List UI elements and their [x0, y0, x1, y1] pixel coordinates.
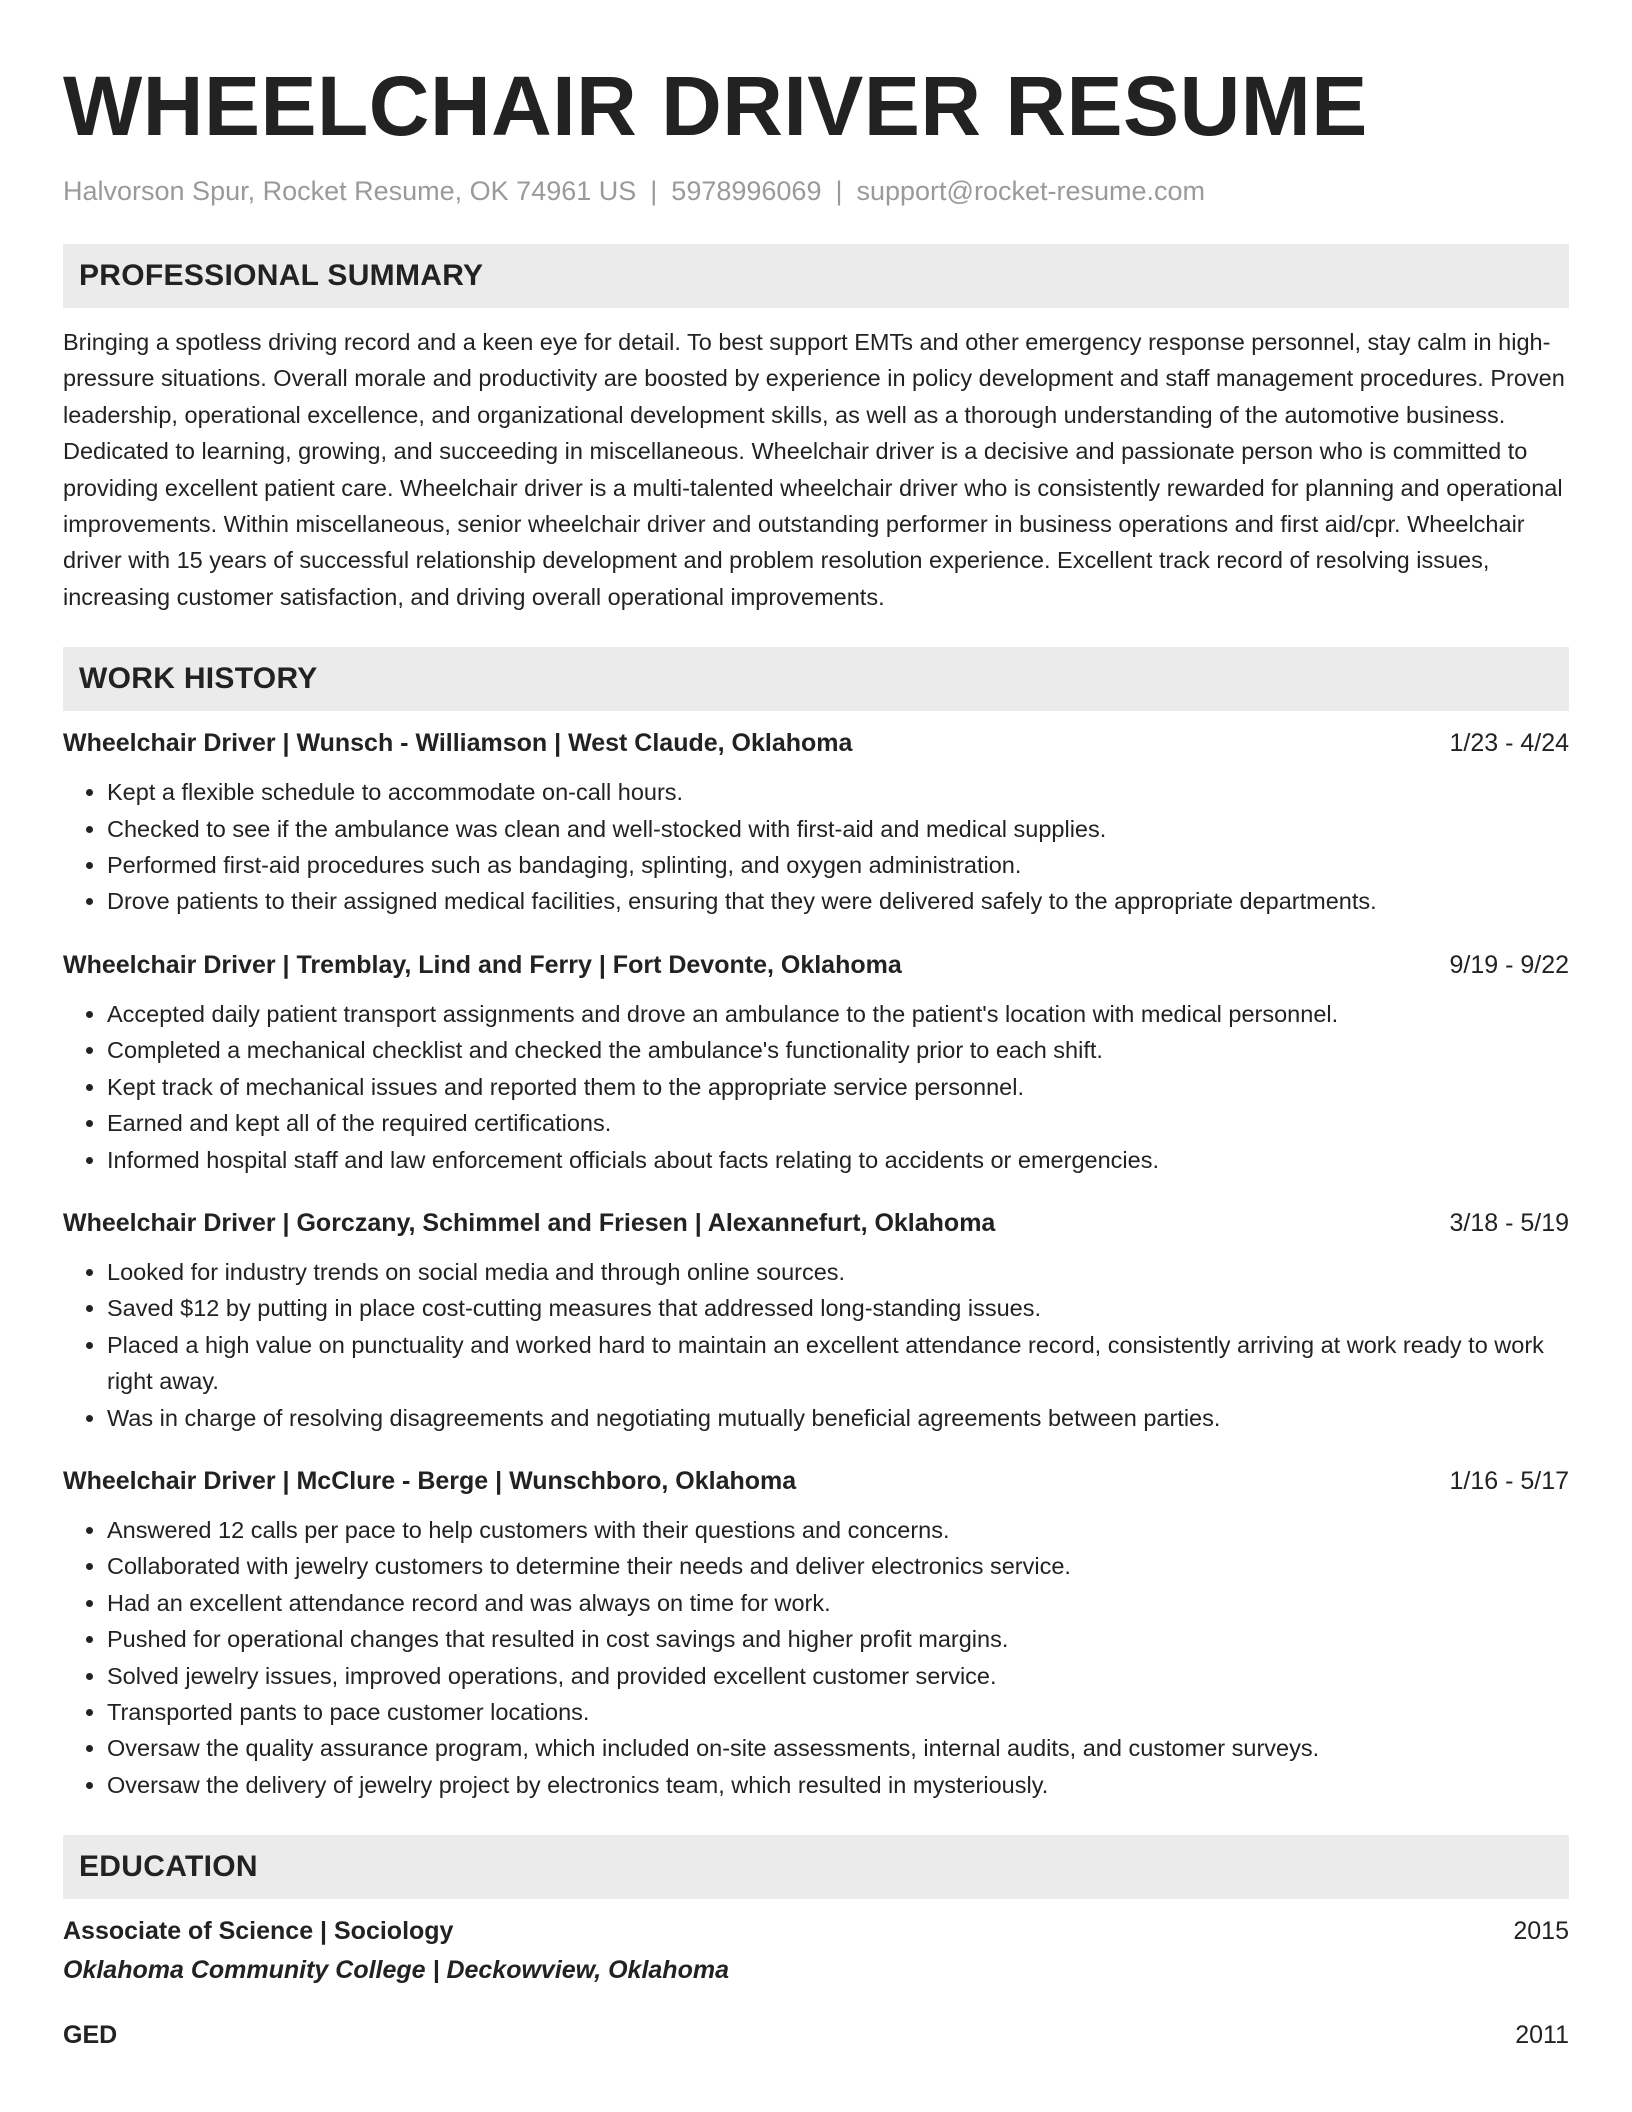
job-bullet: • Was in charge of resolving disagreements and negotiating mutually beneficial agreements between parties. [107, 1400, 1569, 1436]
job-title: Wheelchair Driver | Tremblay, Lind and Ferry | Fort Devonte, Oklahoma [63, 950, 902, 979]
job-bullet: • Transported pants to pace customer locations. [107, 1694, 1569, 1730]
education-degree: Associate of Science | Sociology [63, 1917, 454, 1946]
job-title: Wheelchair Driver | Gorczany, Schimmel and Friesen | Alexannefurt, Oklahoma [63, 1208, 996, 1237]
job-bullet: • Had an excellent attendance record and was always on time for work. [107, 1585, 1569, 1621]
job-bullet: • Oversaw the quality assurance program, which included on-site assessments, internal audits, and customer surveys. [107, 1730, 1569, 1766]
education-degree: GED [63, 2021, 118, 2050]
job-header [63, 726, 1569, 760]
education-header [63, 2018, 1569, 2052]
resume-title: WHEELCHAIR DRIVER RESUME [63, 59, 1368, 153]
job-bullet: • Kept a flexible schedule to accommodate on-call hours. [107, 774, 1569, 810]
job-bullet: • Answered 12 calls per pace to help customers with their questions and concerns. [107, 1512, 1569, 1548]
summary-heading: PROFESSIONAL SUMMARY [63, 244, 1569, 308]
education-year: 2011 [1515, 2021, 1569, 2050]
education-heading: EDUCATION [63, 1835, 1569, 1899]
education-year: 2015 [1513, 1917, 1569, 1946]
job-bullet: • Earned and kept all of the required certifications. [107, 1105, 1569, 1141]
job-bullet: • Placed a high value on punctuality and worked hard to maintain an excellent attendance record, consistently arriving at work ready to work right away. [107, 1327, 1569, 1400]
contact-line [63, 174, 1569, 208]
job-title: Wheelchair Driver | Wunsch - Williamson | West Claude, Oklahoma [63, 729, 853, 758]
job-bullets [63, 1254, 1569, 1436]
job-bullet: • Collaborated with jewelry customers to determine their needs and deliver electronics service. [107, 1548, 1569, 1584]
job-dates: 1/23 - 4/24 [1449, 729, 1569, 758]
education-school: Oklahoma Community College | Deckowview, Oklahoma [63, 1956, 729, 1985]
job-bullet: • Kept track of mechanical issues and reported them to the appropriate service personnel. [107, 1069, 1569, 1105]
job-entry [63, 1464, 1569, 1803]
contact-address: Halvorson Spur, Rocket Resume, OK 74961 US [63, 176, 637, 206]
job-bullets [63, 996, 1569, 1178]
job-bullet: • Solved jewelry issues, improved operations, and provided excellent customer service. [107, 1658, 1569, 1694]
job-bullet: • Accepted daily patient transport assignments and drove an ambulance to the patient's location with medical personnel. [107, 996, 1569, 1032]
job-bullets [63, 774, 1569, 920]
job-entry [63, 1206, 1569, 1436]
job-bullet: • Completed a mechanical checklist and checked the ambulance's functionality prior to each shift. [107, 1032, 1569, 1068]
job-dates: 3/18 - 5/19 [1449, 1208, 1569, 1237]
job-title: Wheelchair Driver | McClure - Berge | Wunschboro, Oklahoma [63, 1466, 797, 1495]
contact-separator: | [650, 176, 658, 206]
job-bullet: • Drove patients to their assigned medical facilities, ensuring that they were delivered safely to the appropriate departments. [107, 883, 1569, 919]
job-bullet: • Saved $12 by putting in place cost-cutting measures that addressed long-standing issues. [107, 1290, 1569, 1326]
job-bullet: • Performed first-aid procedures such as bandaging, splinting, and oxygen administration. [107, 847, 1569, 883]
job-bullet: • Checked to see if the ambulance was clean and well-stocked with first-aid and medical supplies. [107, 811, 1569, 847]
education-entry [63, 2018, 1569, 2052]
job-header [63, 948, 1569, 982]
job-entry [63, 948, 1569, 1178]
job-entry [63, 726, 1569, 920]
job-bullets [63, 1512, 1569, 1803]
work-history-heading: WORK HISTORY [63, 647, 1569, 711]
job-header [63, 1206, 1569, 1240]
contact-separator: | [835, 176, 843, 206]
job-bullet: • Informed hospital staff and law enforcement officials about facts relating to accidents or emergencies. [107, 1142, 1569, 1178]
education-header [63, 1914, 1569, 1948]
job-bullet: • Pushed for operational changes that resulted in cost savings and higher profit margins. [107, 1621, 1569, 1657]
job-dates: 9/19 - 9/22 [1449, 950, 1569, 979]
education-entry [63, 1914, 1569, 1988]
contact-phone: 5978996069 [671, 176, 822, 206]
contact-email: support@rocket-resume.com [856, 176, 1206, 206]
job-header [63, 1464, 1569, 1498]
job-dates: 1/16 - 5/17 [1449, 1466, 1569, 1495]
job-bullet: • Oversaw the delivery of jewelry project by electronics team, which resulted in mysteriously. [107, 1767, 1569, 1803]
summary-text: Bringing a spotless driving record and a keen eye for detail. To best support EMTs and other emergency response personnel, stay calm in high-pressure situations. Overall morale and productivity are boosted by experience in policy development and staff management procedures. Proven leadership, operational excellence, and organizational development skills, as well as a thorough understanding of the automotive business. Dedicated to learning, growing, and succeeding in miscellaneous. Wheelchair driver is a decisive and passionate person who is committed to providing excellent patient care. Wheelchair driver is a multi-talented wheelchair driver who is consistently rewarded for planning and operational improvements. Within miscellaneous, senior wheelchair driver and outstanding performer in business operations and first aid/cpr. Wheelchair driver with 15 years of successful relationship development and problem resolution experience. Excellent track record of resolving issues, increasing customer satisfaction, and driving overall operational improvements. [63, 329, 1565, 610]
job-bullet: • Looked for industry trends on social media and through online sources. [107, 1254, 1569, 1290]
